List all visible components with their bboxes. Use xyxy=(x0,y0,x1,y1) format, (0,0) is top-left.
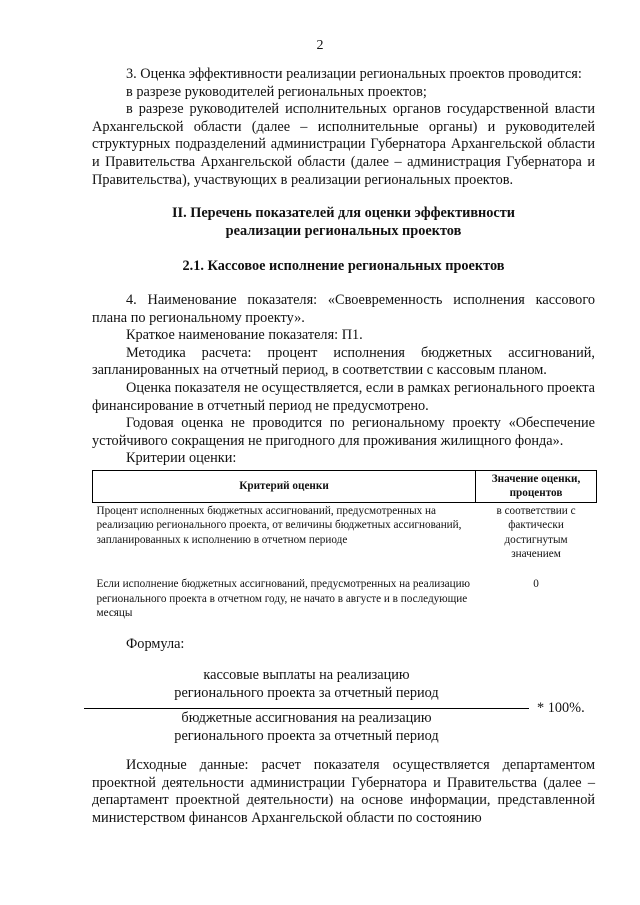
formula-label: Формула: xyxy=(126,635,185,652)
header-criterion: Критерий оценки xyxy=(93,470,476,502)
value-cell: в соответствии с фактически достигнутым значением xyxy=(496,504,576,560)
paragraph-4: 4. Наименование показателя: «Своевременность исполнения кассового плана по региональному проекту». xyxy=(92,291,595,326)
paragraph-short-name: Краткое наименование показателя: П1. xyxy=(126,327,363,344)
formula-multiplier: * 100%. xyxy=(537,700,585,717)
paragraph-method: Методика расчета: процент исполнения бюджетных ассигнований, запланированных на отчетный период, в соответствии с кассовым планом. xyxy=(92,344,595,379)
paragraph-source-data: Исходные данные: расчет показателя осуществляется департаментом проектной деятельности администрации Губернатора и Правительства (далее – департамент проектной деятельности) на основе информации, представленной министерством финансов Архангельской области по состоянию xyxy=(92,757,595,826)
formula-numerator xyxy=(84,667,529,702)
formula-denominator xyxy=(84,710,529,745)
document-body xyxy=(92,66,595,828)
fraction-bar xyxy=(84,708,529,709)
paragraph-executive-leaders: в разрезе руководителей исполнительных органов государственной власти Архангельской области (далее – исполнительные органы) и руководителей структурных подразделений администрации Губернатора Архангельской области и Правительства Архангельской области (далее – администрация Губернатора и Правительства), участвующих в реализации региональных проектов. xyxy=(92,101,595,188)
paragraph-project-leaders: в разрезе руководителей региональных проектов; xyxy=(126,83,427,100)
numerator-line-2: регионального проекта за отчетный период xyxy=(174,684,439,701)
table-header-row xyxy=(93,470,597,502)
paragraph-no-evaluation: Оценка показателя не осуществляется, если в рамках регионального проекта финансирование в отчетный период не предусмотрено. xyxy=(92,379,595,414)
criterion-cell: Если исполнение бюджетных ассигнований, предусмотренных на реализацию регионального проекта в отчетном году, не начато в августе и в последующие месяцы xyxy=(96,578,470,620)
paragraph-criteria-label: Критерии оценки: xyxy=(126,450,237,467)
paragraph-annual: Годовая оценка не проводится по региональному проекту «Обеспечение устойчивого сокращения не пригодного для проживания жилищного фонда». xyxy=(92,415,595,449)
section-title-line-2: реализации региональных проектов xyxy=(225,222,462,239)
criterion-cell: Процент исполненных бюджетных ассигнований, предусмотренных на реализацию регионального проекта, от величины бюджетных ассигнований, запланированных к исполнению в отчетном периоде xyxy=(96,504,462,546)
criteria-table xyxy=(92,470,597,622)
value-cell: 0 xyxy=(533,578,539,591)
paragraph-3: 3. Оценка эффективности реализации региональных проектов проводится: xyxy=(126,66,582,82)
denominator-line-1: бюджетные ассигнования на реализацию xyxy=(181,710,432,727)
section-title-line-1: II. Перечень показателей для оценки эффективности xyxy=(171,205,516,222)
subsection-title: 2.1. Кассовое исполнение региональных проектов xyxy=(182,258,505,275)
numerator-line-1: кассовые выплаты на реализацию xyxy=(203,667,410,684)
page-number: 2 xyxy=(316,38,324,53)
denominator-line-2: регионального проекта за отчетный период xyxy=(174,727,439,744)
header-value: Значение оценки, процентов xyxy=(476,470,597,502)
section-title xyxy=(92,205,595,240)
formula xyxy=(92,667,595,753)
table-row xyxy=(93,502,597,562)
table-row xyxy=(93,562,597,621)
